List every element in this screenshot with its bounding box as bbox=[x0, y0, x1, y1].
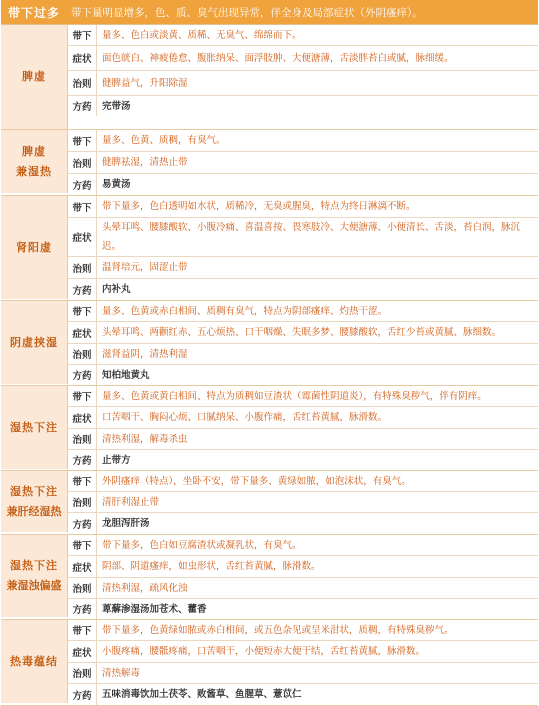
group-name bbox=[1, 620, 68, 703]
row-label: 治则 bbox=[68, 429, 97, 449]
group-name-line: 阴虚挟湿 bbox=[10, 335, 58, 349]
row-text: 健脾祛湿，清热止带 bbox=[97, 152, 538, 173]
row-label: 治则 bbox=[68, 344, 97, 364]
table-row bbox=[68, 386, 538, 407]
table-row bbox=[68, 301, 538, 322]
group-name bbox=[1, 535, 68, 617]
table-row bbox=[68, 196, 538, 218]
row-label: 方药 bbox=[68, 599, 97, 619]
table-row bbox=[68, 535, 538, 556]
table-row bbox=[68, 130, 538, 152]
row-text: 阴部、阴道瘙痒，如虫形状，舌红苔黄腻，脉滑数。 bbox=[97, 556, 538, 577]
group-damp-heat-downpour bbox=[1, 386, 538, 471]
row-text: 清热解毒 bbox=[97, 663, 538, 683]
group-name bbox=[1, 196, 68, 299]
group-damp-heat-liver-meridian bbox=[1, 471, 538, 535]
group-name bbox=[1, 130, 68, 193]
row-label: 症状 bbox=[68, 218, 97, 256]
row-label: 方药 bbox=[68, 365, 97, 385]
treatment-table bbox=[1, 0, 538, 706]
group-spleen-deficiency-damp-heat bbox=[1, 130, 538, 196]
header-description: 带下量明显增多，色、质、臭气出现异常，伴全身及局部症状（外阴瘙痒）。 bbox=[71, 6, 423, 19]
table-row bbox=[68, 174, 538, 195]
row-text: 止带方 bbox=[97, 450, 538, 470]
row-label: 带下 bbox=[68, 196, 97, 217]
row-label: 症状 bbox=[68, 407, 97, 428]
group-name-line: 兼湿浊偏盛 bbox=[6, 579, 62, 592]
group-name-line: 湿热下注 bbox=[10, 420, 58, 434]
row-text: 温肾培元，固涩止带 bbox=[97, 257, 538, 278]
table-row bbox=[68, 46, 538, 71]
row-label: 带下 bbox=[68, 25, 97, 45]
table-row bbox=[68, 279, 538, 300]
group-yin-deficiency-damp bbox=[1, 301, 538, 386]
row-label: 带下 bbox=[68, 535, 97, 555]
row-text: 龙胆泻肝汤 bbox=[97, 513, 538, 534]
row-label: 症状 bbox=[68, 322, 97, 343]
table-row bbox=[68, 641, 538, 663]
table-row bbox=[68, 492, 538, 513]
row-label: 治则 bbox=[68, 71, 97, 95]
row-text: 知柏地黄丸 bbox=[97, 365, 538, 385]
row-text: 五味消毒饮加土茯苓、败酱草、鱼腥草、薏苡仁 bbox=[97, 684, 538, 705]
group-name-line: 脾虚 bbox=[22, 144, 46, 158]
table-row bbox=[68, 450, 538, 470]
row-text: 清热利湿，疏风化浊 bbox=[97, 578, 538, 598]
header-title: 带下过多 bbox=[7, 5, 60, 20]
row-label: 方药 bbox=[68, 279, 97, 300]
row-text: 头晕耳鸣、两颧红赤、五心烦热、口干咽燥、失眠多梦、腰膝酸软，舌红少苔或黄腻、脉细数。 bbox=[97, 322, 538, 343]
table-header bbox=[1, 0, 538, 25]
row-text: 清热利湿，解毒杀虫 bbox=[97, 429, 538, 449]
row-label: 方药 bbox=[68, 450, 97, 470]
row-text: 小腹疼痛，腰骶疼痛，口苦咽干，小便短赤大便干结，舌红苔黄腻，脉滑数。 bbox=[97, 641, 538, 662]
table-row bbox=[68, 71, 538, 96]
row-text: 量多、色黄或赤白相间、质稠有臭气，特点为阴部瘙痒、灼热干涩。 bbox=[97, 301, 538, 321]
row-label: 方药 bbox=[68, 96, 97, 116]
row-label: 症状 bbox=[68, 641, 97, 662]
row-label: 方药 bbox=[68, 513, 97, 534]
group-name-line: 兼肝经湿热 bbox=[6, 504, 62, 518]
row-label: 治则 bbox=[68, 663, 97, 683]
table-row bbox=[68, 429, 538, 450]
table-row bbox=[68, 25, 538, 46]
table-row bbox=[68, 257, 538, 279]
row-text: 内补丸 bbox=[97, 279, 538, 300]
group-name bbox=[1, 386, 68, 469]
group-name bbox=[1, 301, 68, 384]
row-label: 带下 bbox=[68, 471, 97, 491]
row-label: 带下 bbox=[68, 130, 97, 151]
group-spleen-deficiency bbox=[1, 25, 538, 130]
row-text: 量多、色黄、质稠，有臭气。 bbox=[97, 130, 538, 151]
group-name bbox=[1, 25, 68, 129]
group-name-line: 热毒蕴结 bbox=[10, 654, 58, 668]
row-text: 面色㿠白、神疲倦怠、腹胀纳呆、面浮肢肿、大便溏薄，舌淡胖苔白或腻，脉细缓。 bbox=[97, 46, 538, 70]
table-row bbox=[68, 684, 538, 705]
row-text: 量多、色白或淡黄、质稀、无臭气、绵绵而下。 bbox=[97, 25, 538, 45]
row-label: 治则 bbox=[68, 492, 97, 512]
table-row bbox=[68, 218, 538, 257]
group-kidney-yang-deficiency bbox=[1, 196, 538, 301]
group-damp-heat-turbid-damp bbox=[1, 535, 538, 620]
table-row bbox=[68, 471, 538, 492]
row-text: 易黄汤 bbox=[97, 174, 538, 195]
group-name-line: 肾阳虚 bbox=[16, 240, 52, 254]
row-label: 症状 bbox=[68, 46, 97, 70]
table-row bbox=[68, 322, 538, 344]
row-label: 症状 bbox=[68, 556, 97, 577]
row-text: 头晕耳鸣、腰膝酸软、小腹冷痛、喜温喜按、畏寒肢冷、大便溏薄、小便清长、舌淡，苔白润，脉沉迟。 bbox=[97, 218, 538, 256]
row-label: 治则 bbox=[68, 578, 97, 598]
row-text: 完带汤 bbox=[97, 96, 538, 116]
row-label: 带下 bbox=[68, 386, 97, 406]
table-row bbox=[68, 620, 538, 641]
row-text: 带下量多，色白如豆腐渣状或凝乳状，有臭气。 bbox=[97, 535, 538, 555]
table-row bbox=[68, 513, 538, 534]
group-name bbox=[1, 471, 68, 532]
row-text: 健脾益气，升阳除湿 bbox=[97, 71, 538, 95]
table-row bbox=[68, 152, 538, 174]
row-text: 清肝利湿止带 bbox=[97, 492, 538, 512]
table-row bbox=[68, 663, 538, 684]
table-row bbox=[68, 578, 538, 599]
row-label: 治则 bbox=[68, 152, 97, 173]
table-row bbox=[68, 599, 538, 619]
table-row bbox=[68, 365, 538, 385]
table-row bbox=[68, 344, 538, 365]
group-name-line: 湿热下注 bbox=[10, 484, 58, 498]
row-text: 萆薢渗湿汤加苍术、藿香 bbox=[97, 599, 538, 619]
row-text: 量多、色黄或黄白相间、特点为质稠如豆渣状（霉菌性阴道炎），有特殊臭秽气，伴有阴痒。 bbox=[97, 386, 538, 406]
table-row bbox=[68, 407, 538, 429]
table-row bbox=[68, 556, 538, 578]
row-text: 外阴瘙痒（特点），坐卧不安，带下量多、黄绿如脓，如泡沫状，有臭气。 bbox=[97, 471, 538, 491]
row-label: 方药 bbox=[68, 684, 97, 705]
group-name-line: 湿热下注 bbox=[10, 559, 58, 572]
row-text: 口苦咽干、胸闷心烦、口腻纳呆、小腹作痛，舌红苔黄腻，脉滑数。 bbox=[97, 407, 538, 428]
group-name-line: 兼湿热 bbox=[16, 164, 52, 178]
group-toxic-heat bbox=[1, 620, 538, 706]
row-text: 滋肾益阴，清热利湿 bbox=[97, 344, 538, 364]
row-label: 带下 bbox=[68, 620, 97, 640]
row-label: 治则 bbox=[68, 257, 97, 278]
row-label: 带下 bbox=[68, 301, 97, 321]
row-text: 带下量多，色黄绿如脓或赤白相间，或五色杂见或呈米泔状，质稠，有特殊臭秽气。 bbox=[97, 620, 538, 640]
row-text: 带下量多，色白透明如水状，质稀冷，无臭或腥臭，特点为终日淋漓不断。 bbox=[97, 196, 538, 217]
group-name-line: 脾虚 bbox=[22, 70, 46, 83]
table-row bbox=[68, 96, 538, 116]
row-label: 方药 bbox=[68, 174, 97, 195]
